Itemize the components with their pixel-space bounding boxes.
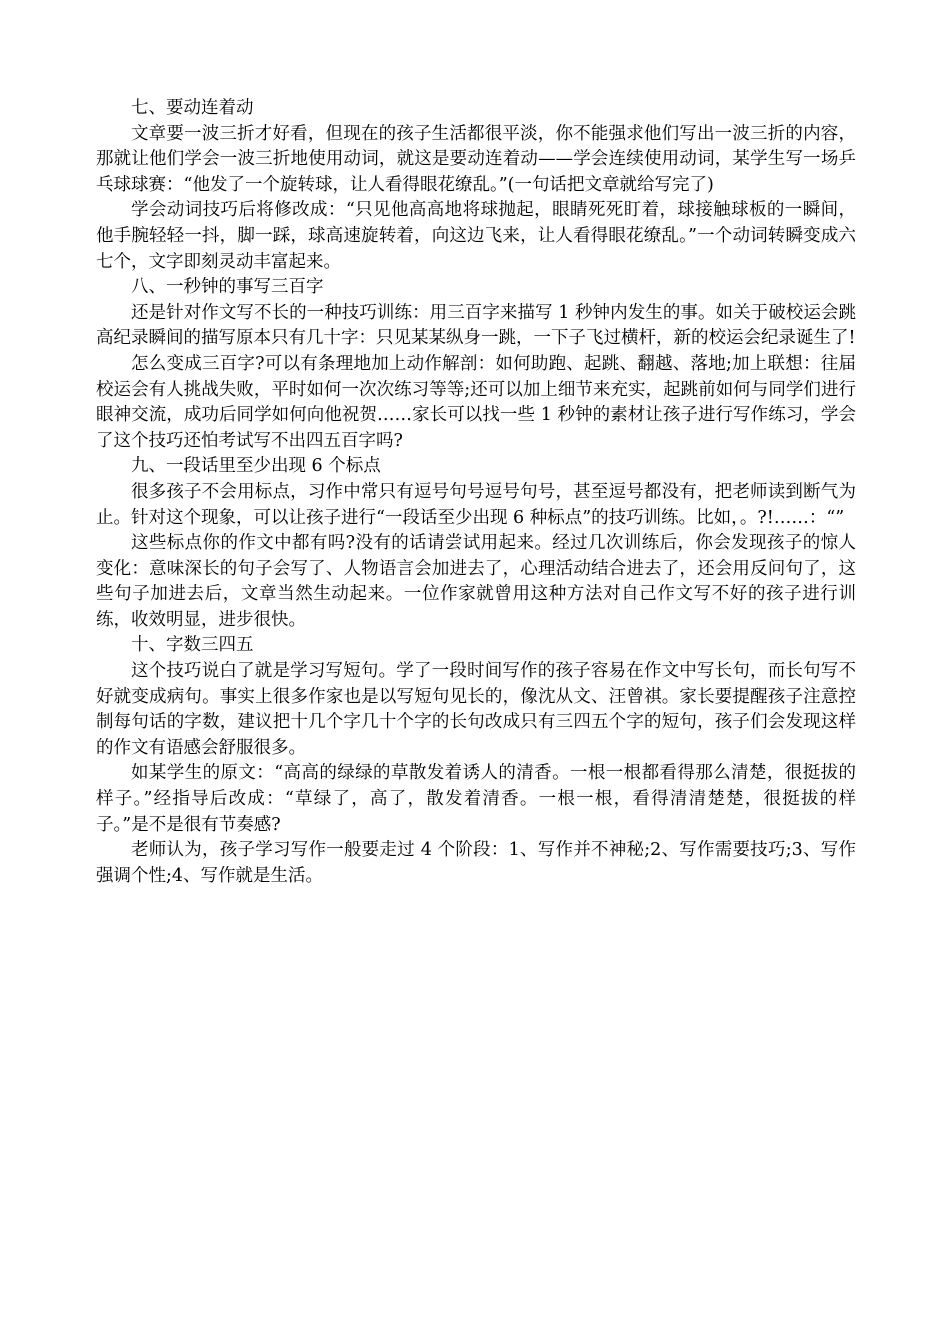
section-heading-8: 八、一秒钟的事写三百字 — [131, 277, 324, 298]
section-heading-10: 十、字数三四五 — [131, 635, 254, 656]
document-body — [96, 96, 856, 889]
body-paragraph: 老师认为，孩子学习写作一般要走过 4 个阶段：1、写作并不神秘;2、写作需要技巧;3、写作强调个性;4、写作就是生活。 — [96, 840, 856, 886]
body-paragraph: 还是针对作文写不长的一种技巧训练：用三百字来描写 1 秒钟内发生的事。如关于破校运会跳高纪录瞬间的描写原本只有几十字：只见某某纵身一跳，一下子飞过横杆，新的校运会纪录诞生了! — [96, 302, 856, 349]
body-paragraph: 很多孩子不会用标点，习作中常只有逗号句号逗号句号，甚至逗号都没有，把老师读到断气为止。针对这个现象，可以让孩子进行“一段话至少出现 6 种标点”的技巧训练。比如，。?!……：“” — [96, 481, 856, 528]
section-heading-7: 七、要动连着动 — [131, 98, 254, 118]
section-heading-9: 九、一段话里至少出现 6 个标点 — [131, 456, 381, 477]
body-paragraph: 如某学生的原文：“高高的绿绿的草散发着诱人的清香。一根一根都看得那么清楚，很挺拔的样子。”经指导后改成：“草绿了，高了，散发着清香。一根一根，看得清清楚楚，很挺拔的样子。”是不是很有节奏感? — [96, 763, 856, 835]
body-paragraph: 怎么变成三百字?可以有条理地加上动作解剖：如何助跑、起跳、翻越、落地;加上联想：往届校运会有人挑战失败，平时如何一次次练习等等;还可以加上细节来充实，起跳前如何与同学们进行眼神交流，成功后同学如何向他祝贺……家长可以找一些 1 秒钟的素材让孩子进行写作练习，学会了这个技巧还怕考试写不出四五百字吗? — [96, 353, 856, 451]
body-paragraph: 这个技巧说白了就是学习写短句。学了一段时间写作的孩子容易在作文中写长句，而长句写不好就变成病句。事实上很多作家也是以写短句见长的，像沈从文、汪曾祺。家长要提醒孩子注意控制每句话的字数，建议把十几个字几十个字的长句改成只有三四五个字的短句，孩子们会发现这样的作文有语感会舒服很多。 — [96, 661, 856, 758]
body-paragraph: 学会动词技巧后将修改成：“只见他高高地将球抛起，眼睛死死盯着，球接触球板的一瞬间，他手腕轻轻一抖，脚一踩，球高速旋转着，向这边飞来，让人看得眼花缭乱。”一个动词转瞬变成六七个，文字即刻灵动丰富起来。 — [96, 200, 856, 272]
body-paragraph: 文章要一波三折才好看，但现在的孩子生活都很平淡，你不能强求他们写出一波三折的内容，那就让他们学会一波三折地使用动词，就这是要动连着动——学会连续使用动词，某学生写一场乒乓球球赛：“他发了一个旋转球，让人看得眼花缭乱。”(一句话把文章就给写完了) — [96, 123, 856, 195]
body-paragraph: 这些标点你的作文中都有吗?没有的话请尝试用起来。经过几次训练后，你会发现孩子的惊人变化：意味深长的句子会写了、人物语言会加进去了，心理活动结合进去了，还会用反问句了，这些句子加进去后，文章当然生动起来。一位作家就曾用这种方法对自己作文写不好的孩子进行训练，收效明显，进步很快。 — [96, 533, 856, 630]
